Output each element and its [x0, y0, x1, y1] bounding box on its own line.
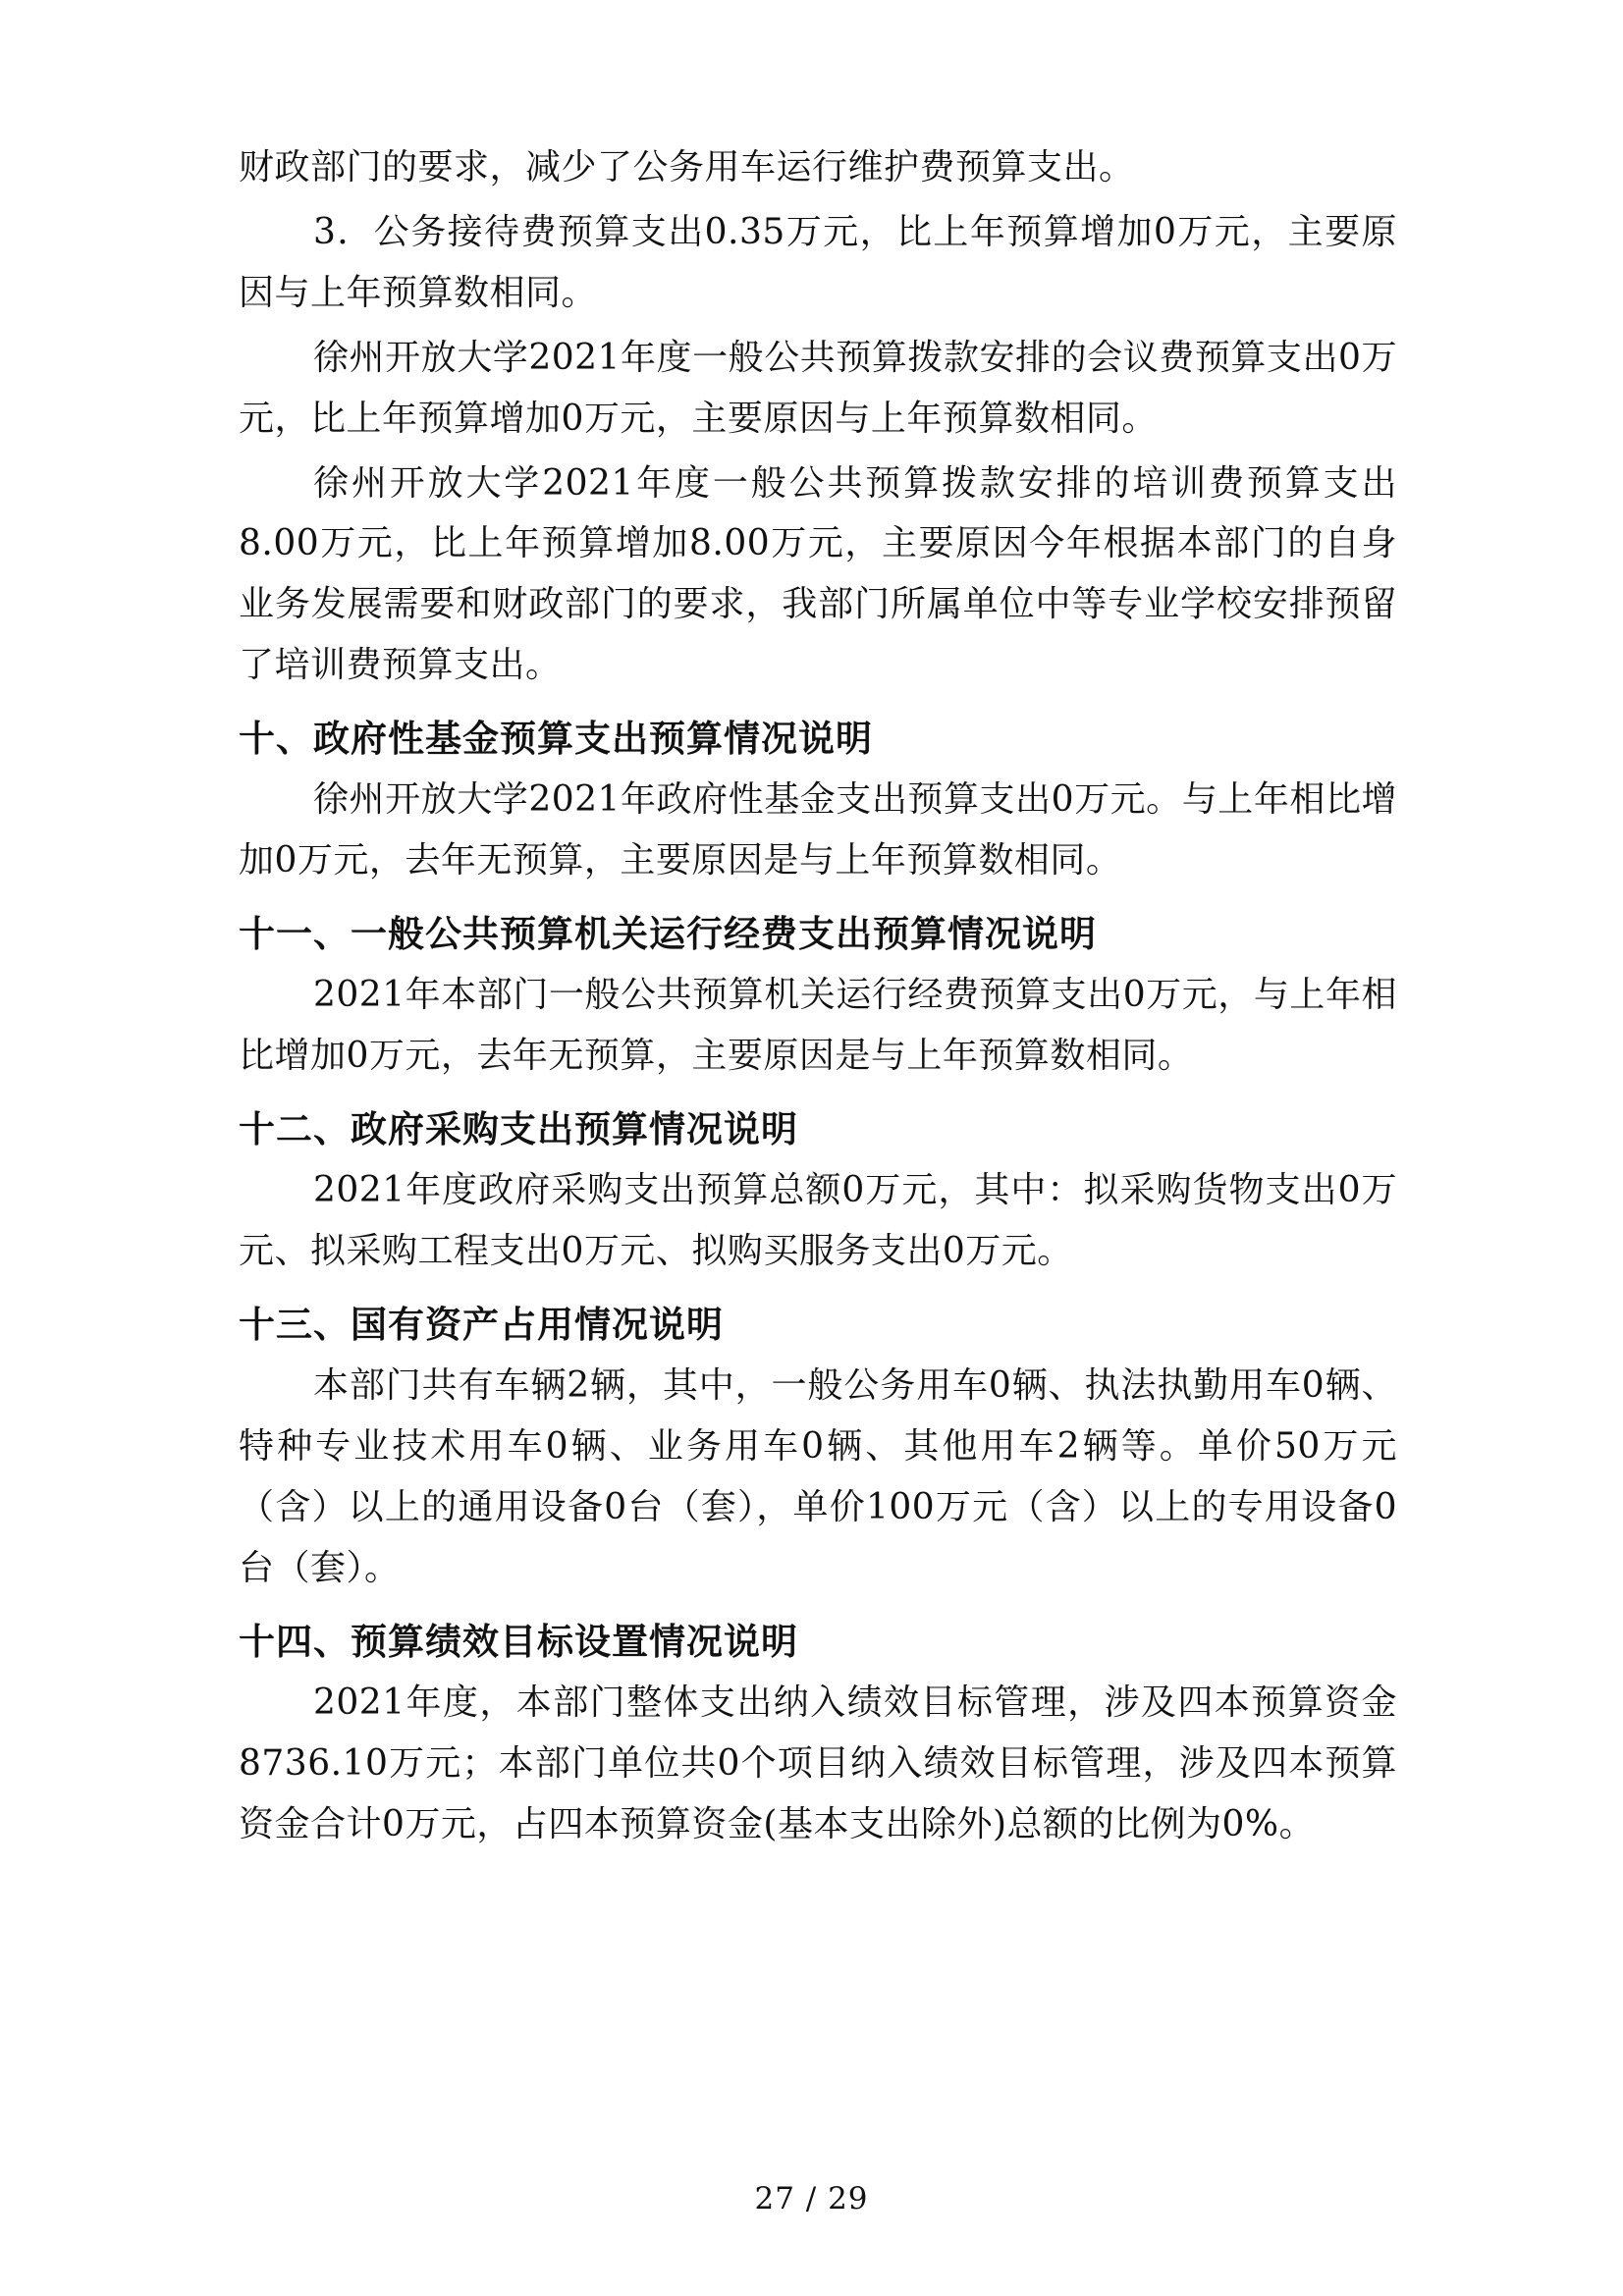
paragraph: 财政部门的要求，减少了公务用车运行维护费预算支出。: [239, 147, 1135, 187]
document-body: [239, 137, 1397, 1859]
paragraph: 3．公务接待费预算支出0.35万元，比上年预算增加0万元，主要原因与上年预算数相同。: [239, 211, 1397, 313]
paragraph: 徐州开放大学2021年政府性基金支出预算支出0万元。与上年相比增加0万元，去年无预算，主要原因是与上年预算数相同。: [239, 779, 1397, 881]
paragraph: 2021年度政府采购支出预算总额0万元，其中：拟采购货物支出0万元、拟采购工程支出0万元、拟购买服务支出0万元。: [239, 1170, 1397, 1272]
section-heading: 十、政府性基金预算支出预算情况说明: [239, 718, 873, 761]
paragraph: 2021年度，本部门整体支出纳入绩效目标管理，涉及四本预算资金8736.10万元；本部门单位共0个项目纳入绩效目标管理，涉及四本预算资金合计0万元，占四本预算资金(基本支出除外)总额的比例为0%。: [239, 1682, 1397, 1844]
section-heading: 十二、政府采购支出预算情况说明: [239, 1108, 798, 1151]
paragraph: 徐州开放大学2021年度一般公共预算拨款安排的会议费预算支出0万元，比上年预算增加0万元，主要原因与上年预算数相同。: [239, 337, 1397, 439]
section-heading: 十三、国有资产占用情况说明: [239, 1304, 724, 1347]
paragraph: 2021年本部门一般公共预算机关运行经费预算支出0万元，与上年相比增加0万元，去年无预算，主要原因是与上年预算数相同。: [239, 975, 1397, 1077]
paragraph: 本部门共有车辆2辆，其中，一般公务用车0辆、执法执勤用车0辆、特种专业技术用车0辆、业务用车0辆、其他用车2辆等。单价50万元（含）以上的通用设备0台（套），单价100万元（含）以上的专用设备0台（套）。: [239, 1365, 1397, 1589]
page-number: 27 / 29: [754, 2181, 869, 2216]
section-heading: 十一、一般公共预算机关运行经费支出预算情况说明: [239, 913, 1097, 956]
paragraph: 徐州开放大学2021年度一般公共预算拨款安排的培训费预算支出8.00万元，比上年预算增加8.00万元，主要原因今年根据本部门的自身业务发展需要和财政部门的要求，我部门所属单位中等专业学校安排预留了培训费预算支出。: [239, 462, 1397, 686]
section-heading: 十四、预算绩效目标设置情况说明: [239, 1620, 798, 1663]
